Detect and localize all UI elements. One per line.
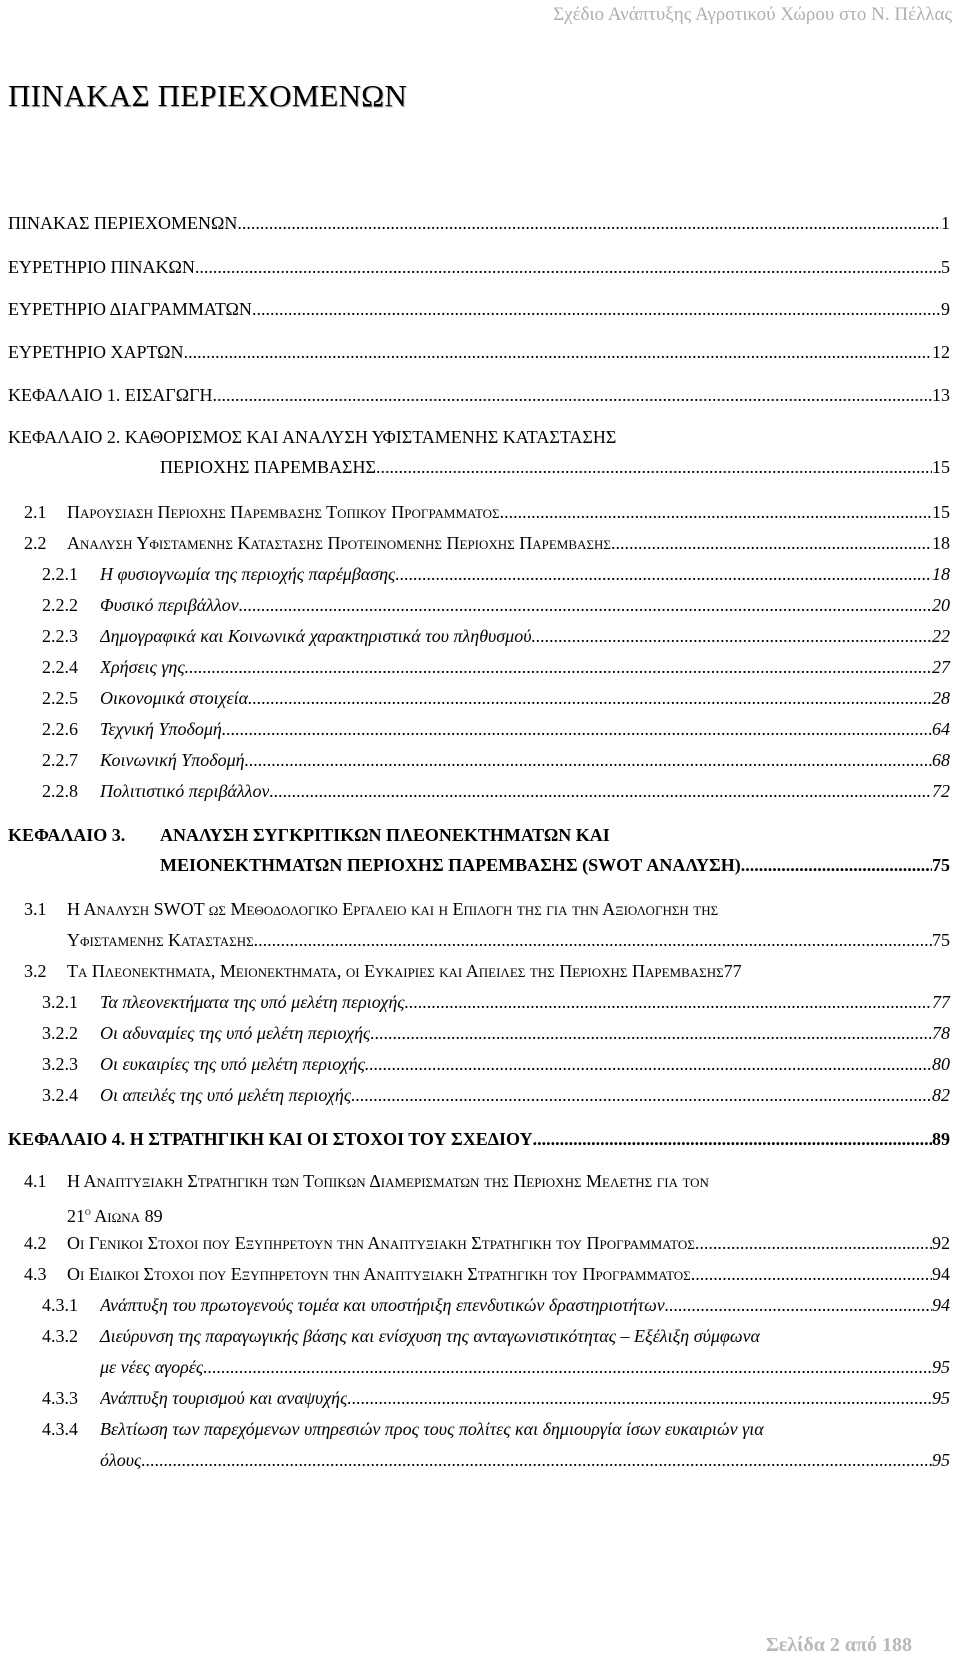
toc-entry-number: 2.2.6	[42, 719, 78, 739]
toc-entry-page: 94	[932, 1295, 950, 1315]
toc-entry-title: Οι απειλές της υπό μελέτη περιοχής	[100, 1085, 352, 1105]
toc-entry-page: 75	[932, 855, 950, 875]
toc-entry-number: 4.3.1	[42, 1295, 78, 1315]
toc-entry-number: 2.2.8	[42, 781, 78, 801]
toc-entry-title-cont: Υφισταμενης Καταστασης	[67, 930, 254, 950]
toc-entry-title: Οι ευκαιρίες της υπό μελέτη περιοχής	[100, 1054, 365, 1074]
toc-entry-number: 3.2	[24, 961, 47, 981]
toc-entry-title: ΑΝΑΛΥΣΗ ΣΥΓΚΡΙΤΙΚΩΝ ΠΛΕΟΝΕΚΤΗΜΑΤΩΝ ΚΑΙ	[160, 825, 610, 845]
toc-entry-number: 2.2.3	[42, 626, 78, 646]
toc-entry-title: Οι Ειδικοι Στοχοι που Εξυπηρετουν την Αναπτυξιακη Στρατηγικη του Προγραμματος	[67, 1264, 691, 1284]
toc-entry-title: Η φυσιογνωμία της περιοχής παρέμβασης	[100, 564, 396, 584]
toc-entry-page: 89	[932, 1129, 950, 1149]
toc-entry-page: 15	[932, 457, 950, 477]
toc-entry-number: 3.1	[24, 899, 47, 919]
toc-entry-page: 5	[941, 257, 950, 277]
toc-entry-title: ΚΕΦΑΛΑΙΟ 4. Η ΣΤΡΑΤΗΓΙΚΗ ΚΑΙ ΟΙ ΣΤΟΧΟΙ ΤΟΥ ΣΧΕΔΙΟΥ	[8, 1129, 533, 1149]
toc-entry-page: 78	[932, 1023, 950, 1043]
toc-entry-title-cont: όλους	[100, 1450, 142, 1470]
toc-entry-title: Οι αδυναμίες της υπό μελέτη περιοχής	[100, 1023, 371, 1043]
toc-entry-page: 77	[932, 992, 950, 1012]
toc-entry-title: ΕΥΡΕΤΗΡΙΟ ΔΙΑΓΡΑΜΜΑΤΩΝ	[8, 299, 252, 319]
toc-entry-title-cont: με νέες αγορές	[100, 1357, 204, 1377]
toc-entry-number: 2.1	[24, 502, 47, 522]
toc-entry-number: 2.2.1	[42, 564, 78, 584]
toc-entry-title: Δημογραφικά και Κοινωνικά χαρακτηριστικά του πληθυσμού	[100, 626, 532, 646]
toc-entry-title: Αναλυση Υφισταμενης Καταστασης Προτεινομενης Περιοχης Παρεμβασης	[67, 533, 611, 553]
toc-entry-title: Τα Πλεονεκτηματα, Μειονεκτηματα, οι Ευκαιριες και Απειλες της Περιοχης Παρεμβασης	[67, 961, 724, 981]
toc-entry-number: 4.1	[24, 1171, 47, 1191]
toc-entry-page: 18	[932, 533, 950, 553]
toc-entry-number: 4.3	[24, 1264, 47, 1284]
toc-entry-title: Τα πλεονεκτήματα της υπό μελέτη περιοχής	[100, 992, 405, 1012]
toc-entry-number: ΚΕΦΑΛΑΙΟ 3.	[8, 825, 126, 845]
toc-entry-page: 95	[932, 1357, 950, 1377]
toc-entry-number: 2.2	[24, 533, 47, 553]
toc-entry-title: Βελτίωση των παρεχόμενων υπηρεσιών προς τους πολίτες και δημιουργία ίσων ευκαιριών για	[100, 1419, 764, 1439]
toc-entry-title: Παρουσιαση Περιοχης Παρεμβασης Τοπικου Προγραμματος	[67, 502, 500, 522]
toc-entry-page: 95	[932, 1450, 950, 1470]
toc-entry-title: Οι Γενικοι Στοχοι που Εξυπηρετουν την Αναπτυξιακη Στρατηγικη του Προγραμματος	[67, 1233, 695, 1253]
toc-entry-title: Πολιτιστικό περιβάλλον	[100, 781, 270, 801]
toc-entry-number: 4.3.4	[42, 1419, 78, 1439]
toc-entry-page: 1	[941, 213, 950, 233]
toc-entry-title: Η Αναλυση SWOT ως Μεθοδολογικο Εργαλειο και η Επιλογη της για την Αξιολογηση της	[67, 899, 719, 919]
toc-entry-page: 18	[932, 564, 950, 584]
toc-entry-number: 4.2	[24, 1233, 47, 1253]
toc-entry-page: 15	[932, 502, 950, 522]
toc-entry-page: 72	[932, 781, 950, 801]
toc-entry-page: 27	[932, 657, 950, 677]
toc-entry-title: Ανάπτυξη τουρισμού και αναψυχής	[100, 1388, 348, 1408]
toc-entry-title: Κοινωνική Υποδομή	[100, 750, 245, 770]
toc-entry-title-cont: 21	[67, 1206, 85, 1226]
toc-entry-title: ΕΥΡΕΤΗΡΙΟ ΧΑΡΤΩΝ	[8, 342, 184, 362]
toc-entry-title: ΚΕΦΑΛΑΙΟ 2. ΚΑΘΟΡΙΣΜΟΣ ΚΑΙ ΑΝΑΛΥΣΗ ΥΦΙΣΤΑΜΕΝΗΣ ΚΑΤΑΣΤΑΣΗΣ	[8, 427, 617, 447]
toc-entry-title-cont: Αιωνα	[94, 1206, 141, 1226]
toc-entry-title-cont: ΜΕΙΟΝΕΚΤΗΜΑΤΩΝ ΠΕΡΙΟΧΗΣ ΠΑΡΕΜΒΑΣΗΣ (SWOT ΑΝΑΛΥΣΗ)	[160, 855, 741, 875]
superscript: ο	[85, 1206, 91, 1218]
toc-entry-number: 4.3.2	[42, 1326, 78, 1346]
toc-entry-page: 89	[144, 1206, 163, 1226]
toc-entry-page: 12	[932, 342, 950, 362]
toc-entry-title-cont: ΠΕΡΙΟΧΗΣ ΠΑΡΕΜΒΑΣΗΣ	[160, 457, 376, 477]
toc-entry-title: Χρήσεις γης	[100, 657, 185, 677]
toc-entry-page: 28	[932, 688, 950, 708]
toc-entry-page: 64	[932, 719, 950, 739]
toc-entry-number: 3.2.4	[42, 1085, 78, 1105]
toc-entry-number: 2.2.4	[42, 657, 78, 677]
running-header: Σχέδιο Ανάπτυξης Αγροτικού Χώρου στο Ν. Πέλλας	[553, 4, 952, 25]
toc-entry-title: Τεχνική Υποδομή	[100, 719, 222, 739]
toc-entry-page: 68	[932, 750, 950, 770]
toc-entry-title: Φυσικό περιβάλλον	[100, 595, 239, 615]
toc-entry-title: Ανάπτυξη του πρωτογενούς τομέα και υποστήριξη επενδυτικών δραστηριοτήτων	[100, 1295, 665, 1315]
toc-entry-number: 3.2.2	[42, 1023, 78, 1043]
toc-entry-page: 9	[941, 299, 950, 319]
toc-entry-title: ΚΕΦΑΛΑΙΟ 1. ΕΙΣΑΓΩΓΗ	[8, 385, 213, 405]
toc-entry-number: 2.2.2	[42, 595, 78, 615]
toc-entry-title: Η Αναπτυξιακη Στρατηγικη των Τοπικων Διαμερισματων της Περιοχης Μελετης για τον	[67, 1171, 709, 1191]
toc-entry-number: 3.2.1	[42, 992, 78, 1012]
toc-entry-page: 95	[932, 1388, 950, 1408]
toc-entry-title: ΕΥΡΕΤΗΡΙΟ ΠΙΝΑΚΩΝ	[8, 257, 195, 277]
toc-entry-page: 13	[932, 385, 950, 405]
toc-entry-page: 20	[932, 595, 950, 615]
toc-entry-number: 3.2.3	[42, 1054, 78, 1074]
page-title: ΠΙΝΑΚΑΣ ΠΕΡΙΕΧΟΜΕΝΩΝ	[8, 78, 407, 113]
toc-entry-title: Διεύρυνση της παραγωγικής βάσης και ενίσχυση της ανταγωνιστικότητας – Εξέλιξη σύμφωνα	[100, 1326, 761, 1346]
toc-entry-page: 22	[932, 626, 950, 646]
toc-entry-title: ΠΙΝΑΚΑΣ ΠΕΡΙΕΧΟΜΕΝΩΝ	[8, 213, 238, 233]
toc-entry-page: 80	[932, 1054, 950, 1074]
toc-entry-page: 82	[932, 1085, 950, 1105]
toc-entry-title: Οικονομικά στοιχεία	[100, 688, 249, 708]
toc-entry-page: 92	[932, 1233, 950, 1253]
toc-entry-number: 4.3.3	[42, 1388, 78, 1408]
toc-entry-number: 2.2.7	[42, 750, 78, 770]
toc-entry-number: 2.2.5	[42, 688, 78, 708]
page-footer: Σελίδα 2 από 188	[765, 1634, 912, 1656]
toc-entry-page: 75	[932, 930, 950, 950]
toc-entry-page: 94	[932, 1264, 950, 1284]
toc-entry-page: 77	[723, 961, 742, 981]
